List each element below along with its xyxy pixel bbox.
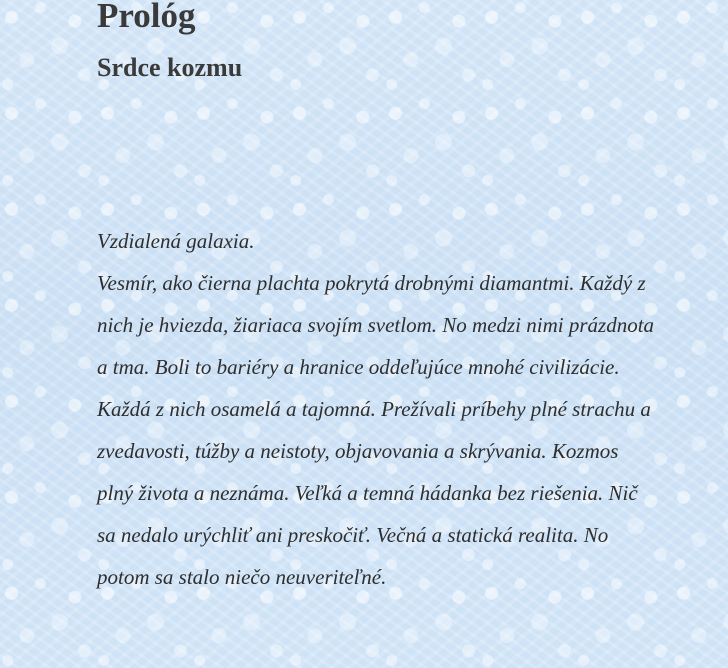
page-title: Prológ (97, 0, 196, 35)
paragraph-intro: Vzdialená galaxia. (97, 229, 255, 253)
body-text (97, 220, 657, 598)
paragraph-main: Vesmír, ako čierna plachta pokrytá drobnými diamantmi. Každý z nich je hviezda, žiariaca svojím svetlom. No medzi nimi prázdnota a tma. Boli to bariéry a hranice oddeľujúce mnohé civilizácie. Každá z nich osamelá a tajomná. Prežívali príbehy plné strachu a zvedavosti, túžby a neistoty, objavovania a skrývania. Kozmos plný života a neznáma. Veľká a temná hádanka bez riešenia. Nič sa nedalo urýchliť ani preskočiť. Večná a statická realita. No potom sa stalo niečo neuveriteľné. (97, 271, 655, 589)
page-subtitle: Srdce kozmu (97, 53, 243, 82)
